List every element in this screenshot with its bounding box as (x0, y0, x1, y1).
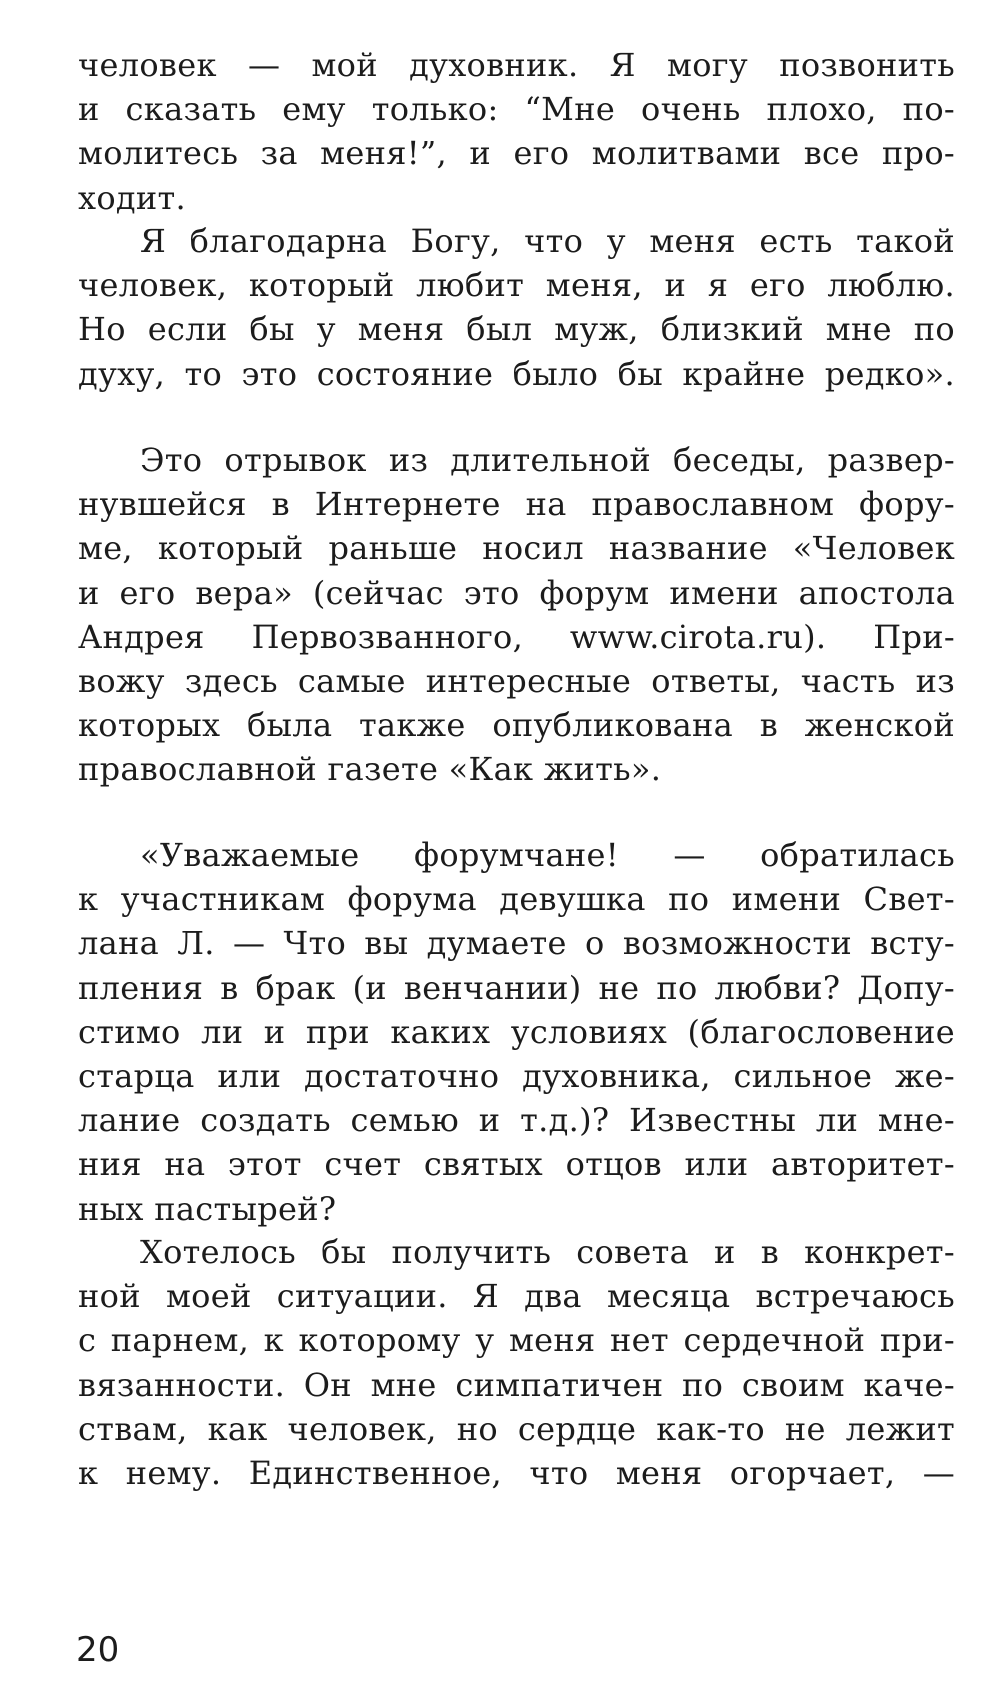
text-line: Андрея Первозванного, www.cirota.ru). При- (78, 617, 955, 656)
text-line: молитесь за меня!”, и его молитвами все про- (78, 134, 955, 173)
text-line: «Уважаемые форумчане! — обратилась (140, 836, 955, 874)
text-line: ходит. (78, 178, 187, 217)
text-line: ной моей ситуации. Я два месяца встречаюсь (78, 1277, 955, 1316)
text-line: лание создать семью и т.д.)? Известны ли мне- (78, 1101, 955, 1140)
paragraph-2 (78, 219, 955, 396)
text-line: человек — мой духовник. Я могу позвонить (78, 46, 955, 84)
text-line: ме, который раньше носил название «Человек (78, 529, 955, 568)
paragraph-4 (78, 833, 955, 1231)
text-line: нувшейся в Интернете на православном фору- (78, 485, 955, 524)
text-line: к нему. Единственное, что меня огорчает, — (78, 1453, 955, 1492)
text-line: с парнем, к которому у меня нет сердечной при- (78, 1321, 955, 1360)
text-line: которых была также опубликована в женской (78, 706, 955, 745)
text-line: стимо ли и при каких условиях (благословение (78, 1012, 955, 1051)
text-line: духу, то это состояние было бы крайне редко». (78, 354, 955, 393)
text-line: православной газете «Как жить». (78, 750, 662, 789)
text-line: вязанности. Он мне симпатичен по своим каче- (78, 1365, 955, 1404)
text-line: к участникам форума девушка по имени Свет- (78, 880, 955, 919)
paragraph-3 (78, 438, 955, 792)
paragraph-1 (78, 43, 955, 220)
text-line: Я благодарна Богу, что у меня есть такой (140, 222, 955, 260)
paragraph-5 (78, 1230, 955, 1495)
text-line: старца или достаточно духовника, сильное же- (78, 1056, 955, 1095)
text-line: и его вера» (сейчас это форум имени апостола (78, 573, 955, 612)
text-line: лана Л. — Что вы думаете о возможности всту- (78, 924, 955, 963)
text-line: ния на этот счет святых отцов или авторитет- (78, 1145, 955, 1184)
text-line: ных пастырей? (78, 1189, 337, 1228)
page-number: 20 (76, 1630, 120, 1670)
text-line: пления в брак (и венчании) не по любви? Допу- (78, 968, 955, 1007)
text-line: вожу здесь самые интересные ответы, часть из (78, 661, 955, 700)
text-line: Это отрывок из длительной беседы, развер- (140, 441, 955, 479)
text-line: ствам, как человек, но сердце как-то не лежит (78, 1409, 955, 1448)
text-line: Хотелось бы получить совета и в конкрет- (140, 1233, 955, 1271)
text-line: и сказать ему только: “Мне очень плохо, по- (78, 90, 955, 129)
text-line: человек, который любит меня, и я его люблю. (78, 266, 955, 305)
text-line: Но если бы у меня был муж, близкий мне по (78, 310, 955, 349)
